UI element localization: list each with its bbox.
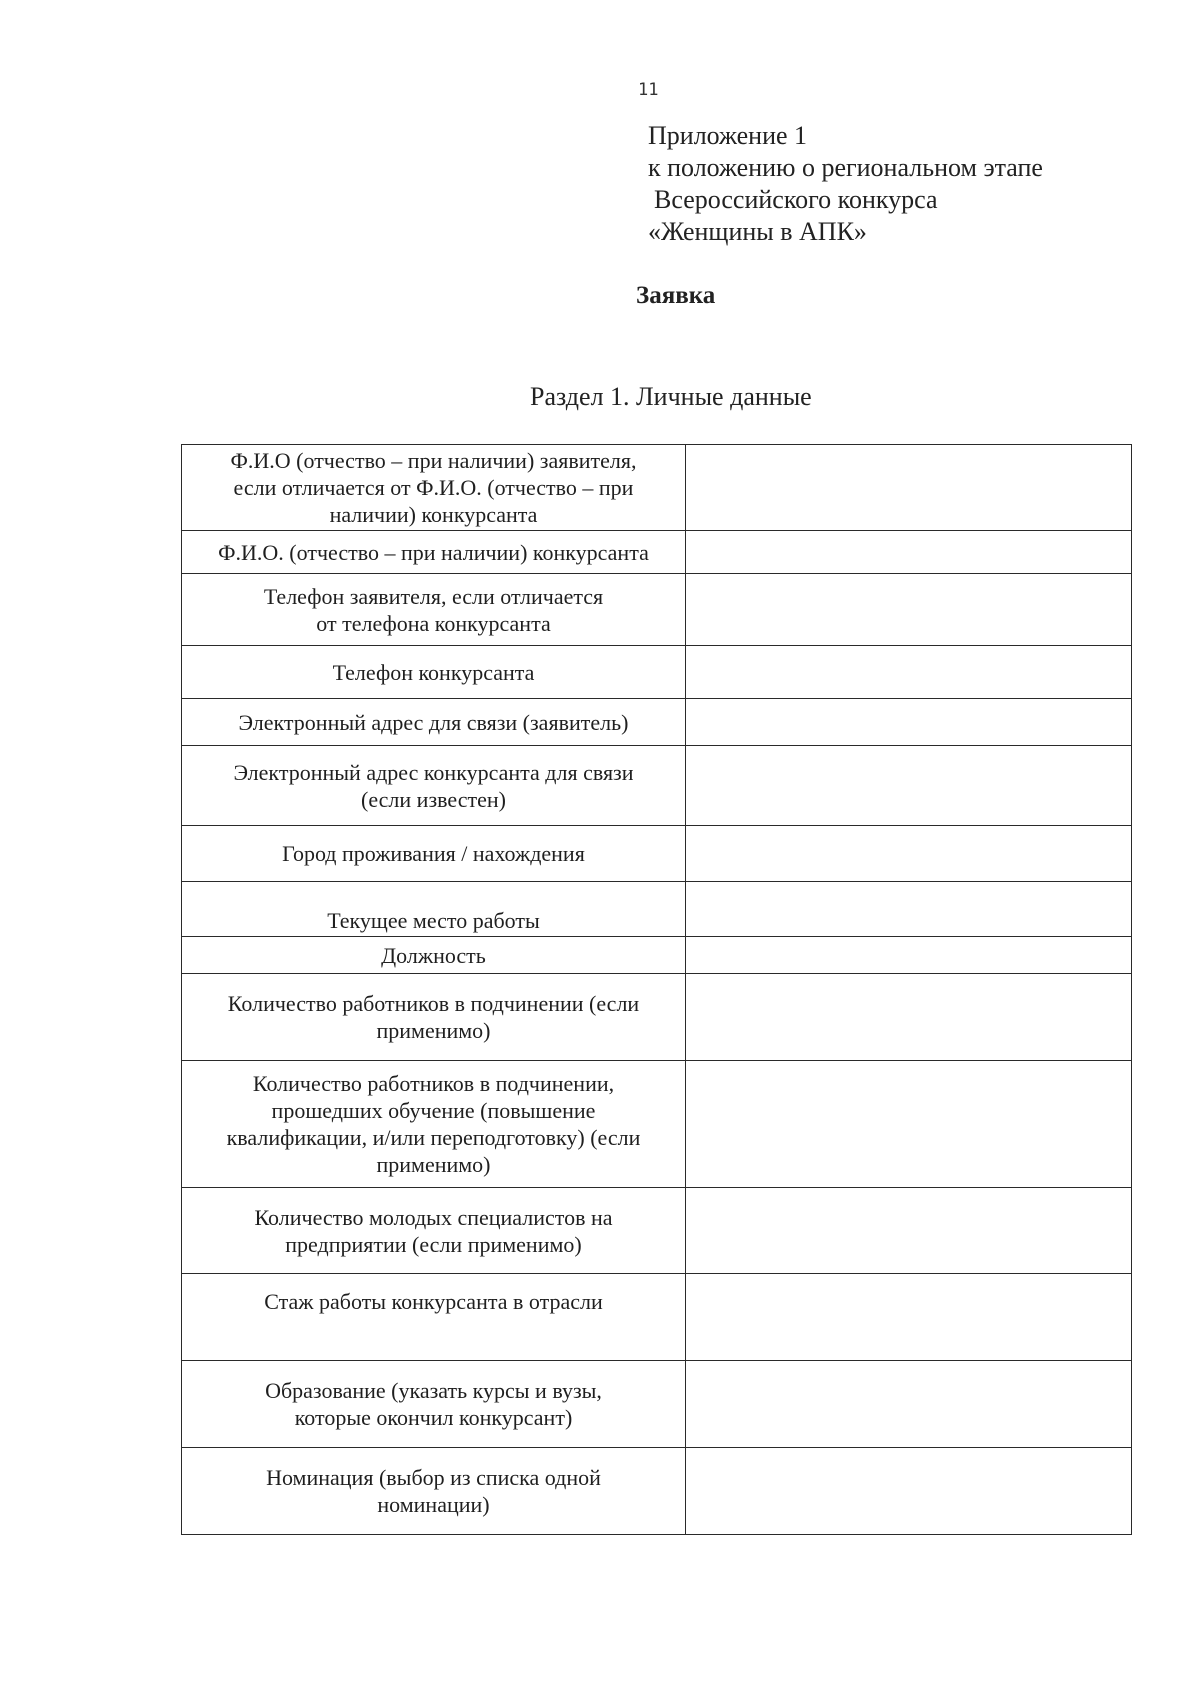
row-value-cell[interactable] [686, 1361, 1132, 1448]
table-row [182, 531, 1132, 574]
table-row [182, 574, 1132, 646]
appendix-header [648, 120, 1043, 248]
table-row [182, 1061, 1132, 1188]
row-value-cell[interactable] [686, 574, 1132, 646]
appendix-line-2: к положению о региональном этапе [648, 153, 1043, 182]
row-label: Должность [182, 937, 686, 974]
row-label: Телефон заявителя, если отличается от телефона конкурсанта [182, 574, 686, 646]
table-row [182, 746, 1132, 826]
personal-data-table [181, 444, 1132, 1535]
appendix-line-3: Всероссийского конкурса [654, 185, 938, 214]
table-row [182, 1448, 1132, 1535]
row-label: Количество работников в подчинении (если применимо) [182, 974, 686, 1061]
table-row [182, 937, 1132, 974]
row-value-cell[interactable] [686, 531, 1132, 574]
row-value-cell[interactable] [686, 1061, 1132, 1188]
table-row [182, 1274, 1132, 1361]
row-label: Телефон конкурсанта [182, 646, 686, 699]
row-label: Количество молодых специалистов на предприятии (если применимо) [182, 1188, 686, 1274]
section-title: Раздел 1. Личные данные [530, 382, 812, 411]
table-row [182, 826, 1132, 882]
row-label: Ф.И.О. (отчество – при наличии) конкурсанта [182, 531, 686, 574]
row-value-cell[interactable] [686, 699, 1132, 746]
row-label: Количество работников в подчинении, прошедших обучение (повышение квалификации, и/или переподготовку) (если применимо) [182, 1061, 686, 1188]
row-label: Текущее место работы [182, 882, 686, 937]
row-label: Ф.И.О (отчество – при наличии) заявителя, если отличается от Ф.И.О. (отчество – при наличии) конкурсанта [182, 445, 686, 531]
row-label: Образование (указать курсы и вузы, которые окончил конкурсант) [182, 1361, 686, 1448]
row-value-cell[interactable] [686, 826, 1132, 882]
table-row [182, 974, 1132, 1061]
row-label: Город проживания / нахождения [182, 826, 686, 882]
document-title: Заявка [636, 282, 716, 309]
row-value-cell[interactable] [686, 746, 1132, 826]
row-label: Электронный адрес конкурсанта для связи (если известен) [182, 746, 686, 826]
table-row [182, 445, 1132, 531]
appendix-line-4: «Женщины в АПК» [648, 217, 867, 246]
table-row [182, 646, 1132, 699]
row-value-cell[interactable] [686, 882, 1132, 937]
table-row [182, 882, 1132, 937]
appendix-line-1: Приложение 1 [648, 121, 808, 150]
row-value-cell[interactable] [686, 1188, 1132, 1274]
row-value-cell[interactable] [686, 646, 1132, 699]
table-row [182, 699, 1132, 746]
table-row [182, 1188, 1132, 1274]
page-number: 11 [638, 80, 659, 100]
row-value-cell[interactable] [686, 1274, 1132, 1361]
row-value-cell[interactable] [686, 937, 1132, 974]
table-row [182, 1361, 1132, 1448]
row-value-cell[interactable] [686, 445, 1132, 531]
row-value-cell[interactable] [686, 974, 1132, 1061]
row-value-cell[interactable] [686, 1448, 1132, 1535]
row-label: Номинация (выбор из списка одной номинации) [182, 1448, 686, 1535]
row-label: Электронный адрес для связи (заявитель) [182, 699, 686, 746]
row-label: Стаж работы конкурсанта в отрасли [182, 1274, 686, 1361]
